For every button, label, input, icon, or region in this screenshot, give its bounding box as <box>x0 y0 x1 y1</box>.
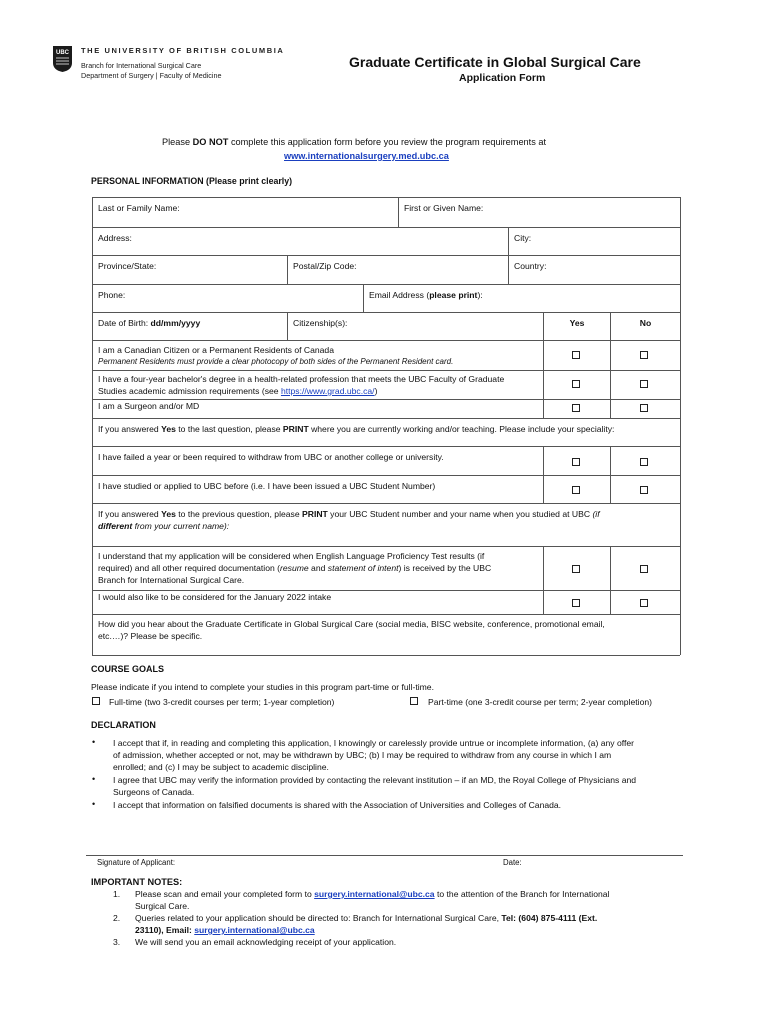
address-field[interactable]: Address: <box>98 233 132 243</box>
ubc-logo <box>52 45 73 73</box>
question-studied-ubc: I have studied or applied to UBC before (i.e. I have been issued a UBC Student Number) <box>98 481 436 491</box>
university-name: THE UNIVERSITY OF BRITISH COLUMBIA <box>81 46 285 55</box>
form-title: Graduate Certificate in Global Surgical Care <box>349 54 641 70</box>
important-notes-heading: IMPORTANT NOTES: <box>91 877 183 887</box>
declaration-heading: DECLARATION <box>91 720 156 730</box>
bullet-icon: • <box>92 737 96 747</box>
surgeon-no-checkbox[interactable] <box>640 404 648 412</box>
surgeon-yes-checkbox[interactable] <box>572 404 580 412</box>
program-url-link[interactable]: www.internationalsurgery.med.ubc.ca <box>284 151 449 161</box>
signature-line[interactable] <box>86 855 683 856</box>
studied-yes-checkbox[interactable] <box>572 486 580 494</box>
degree-no-checkbox[interactable] <box>640 380 648 388</box>
email-link-1[interactable]: surgery.international@ubc.ca <box>314 889 435 899</box>
bullet-icon: • <box>92 774 96 784</box>
question-english-proficiency: I understand that my application will be considered when English Language Proficiency Test results (if required) and all other required documentation (resume and statement of intent) is received by the UBC Branch for International Surgical Care. <box>98 551 492 585</box>
intro-text: Please DO NOT complete this application form before you review the program requirements at <box>162 137 547 147</box>
note-2: Queries related to your application should be directed to: Branch for International Surgical Care, Tel: (604) 875-4111 (Ext. 23110), Email: surgery.international@ubc.ca <box>135 913 598 935</box>
course-goals-heading: COURSE GOALS <box>91 664 165 674</box>
fulltime-label: Full-time (two 3-credit courses per term; 1-year completion) <box>109 697 335 707</box>
postal-code-field[interactable]: Postal/Zip Code: <box>293 261 357 271</box>
declaration-item-1: I accept that if, in reading and completing this application, I knowingly or carelessly provide untrue or incomplete information, (a) any offer of admission, whether accepted or not, may be withdrawn by UBC; (b) I may be required to withdraw from any course in which I am enrolled; and (c) I may be subject to academic discipline. <box>113 738 634 772</box>
course-goals-instruction: Please indicate if you intend to complete your studies in this program part-time or full-time. <box>91 682 434 692</box>
note-1: Please scan and email your completed form to surgery.international@ubc.ca to the attention of the Branch for International Surgical Care. <box>135 889 610 911</box>
no-column-header: No <box>639 318 652 328</box>
how-did-you-hear-field[interactable]: How did you hear about the Graduate Certificate in Global Surgical Care (social media, BISC website, conference, promotional email, etc.…)? Please be specific. <box>98 619 605 641</box>
ubc-student-number-field[interactable]: If you answered Yes to the previous question, please PRINT your UBC Student number and your name when you studied at UBC (if different from your current name): <box>98 509 600 531</box>
bullet-icon: • <box>92 799 96 809</box>
parttime-label: Part-time (one 3-credit course per term; 2-year completion) <box>428 697 652 707</box>
citizenship-field[interactable]: Citizenship(s): <box>293 318 348 328</box>
degree-yes-checkbox[interactable] <box>572 380 580 388</box>
workplace-field[interactable]: If you answered Yes to the last question, please PRINT where you are currently working and/or teaching. Please include your speciality: <box>98 424 615 434</box>
declaration-item-3: I accept that information on falsified documents is shared with the Association of Universities and Colleges of Canada. <box>113 800 562 810</box>
personal-info-heading: PERSONAL INFORMATION (Please print clearly) <box>91 176 293 186</box>
email-link-2[interactable]: surgery.international@ubc.ca <box>194 925 315 935</box>
last-name-field[interactable]: Last or Family Name: <box>98 203 180 213</box>
failed-yes-checkbox[interactable] <box>572 458 580 466</box>
country-field[interactable]: Country: <box>514 261 547 271</box>
phone-field[interactable]: Phone: <box>98 290 126 300</box>
failed-no-checkbox[interactable] <box>640 458 648 466</box>
question-january-intake: I would also like to be considered for the January 2022 intake <box>98 592 332 602</box>
fulltime-checkbox[interactable] <box>92 697 100 705</box>
note-number: 3. <box>113 937 121 947</box>
intake-yes-checkbox[interactable] <box>572 599 580 607</box>
signature-label: Signature of Applicant: <box>97 858 176 867</box>
english-no-checkbox[interactable] <box>640 565 648 573</box>
question-failed-year: I have failed a year or been required to withdraw from UBC or another college or university. <box>98 452 444 462</box>
note-3: We will send you an email acknowledging receipt of your application. <box>135 937 397 947</box>
city-field[interactable]: City: <box>514 233 532 243</box>
department-name: Department of Surgery | Faculty of Medicine <box>81 71 222 80</box>
email-field[interactable]: Email Address (please print): <box>369 290 483 300</box>
yes-column-header: Yes <box>569 318 585 328</box>
province-field[interactable]: Province/State: <box>98 261 157 271</box>
first-name-field[interactable]: First or Given Name: <box>404 203 484 213</box>
note-number: 2. <box>113 913 121 923</box>
citizen-no-checkbox[interactable] <box>640 351 648 359</box>
branch-name: Branch for International Surgical Care <box>81 61 202 70</box>
question-degree: I have a four-year bachelor's degree in a health-related profession that meets the UBC Faculty of Graduate Studies academic admission requirements (see https://www.grad.ubc.ca/) <box>98 374 505 396</box>
studied-no-checkbox[interactable] <box>640 486 648 494</box>
question-citizen: I am a Canadian Citizen or a Permanent Residents of Canada Permanent Residents must provide a clear photocopy of both sides of the Permanent Resident card. <box>98 345 454 366</box>
logo-text: UBC <box>56 50 69 56</box>
form-subtitle: Application Form <box>459 72 546 84</box>
intake-no-checkbox[interactable] <box>640 599 648 607</box>
english-yes-checkbox[interactable] <box>572 565 580 573</box>
date-label: Date: <box>503 858 522 867</box>
declaration-item-2: I agree that UBC may verify the information provided by contacting the relevant institution – if an MD, the Royal College of Physicians and Surgeons of Canada. <box>113 775 637 797</box>
citizen-yes-checkbox[interactable] <box>572 351 580 359</box>
parttime-checkbox[interactable] <box>410 697 418 705</box>
dob-field[interactable]: Date of Birth: dd/mm/yyyy <box>98 318 201 328</box>
grad-ubc-link[interactable]: https://www.grad.ubc.ca/ <box>280 386 375 396</box>
note-number: 1. <box>113 889 121 899</box>
question-surgeon: I am a Surgeon and/or MD <box>98 401 200 411</box>
